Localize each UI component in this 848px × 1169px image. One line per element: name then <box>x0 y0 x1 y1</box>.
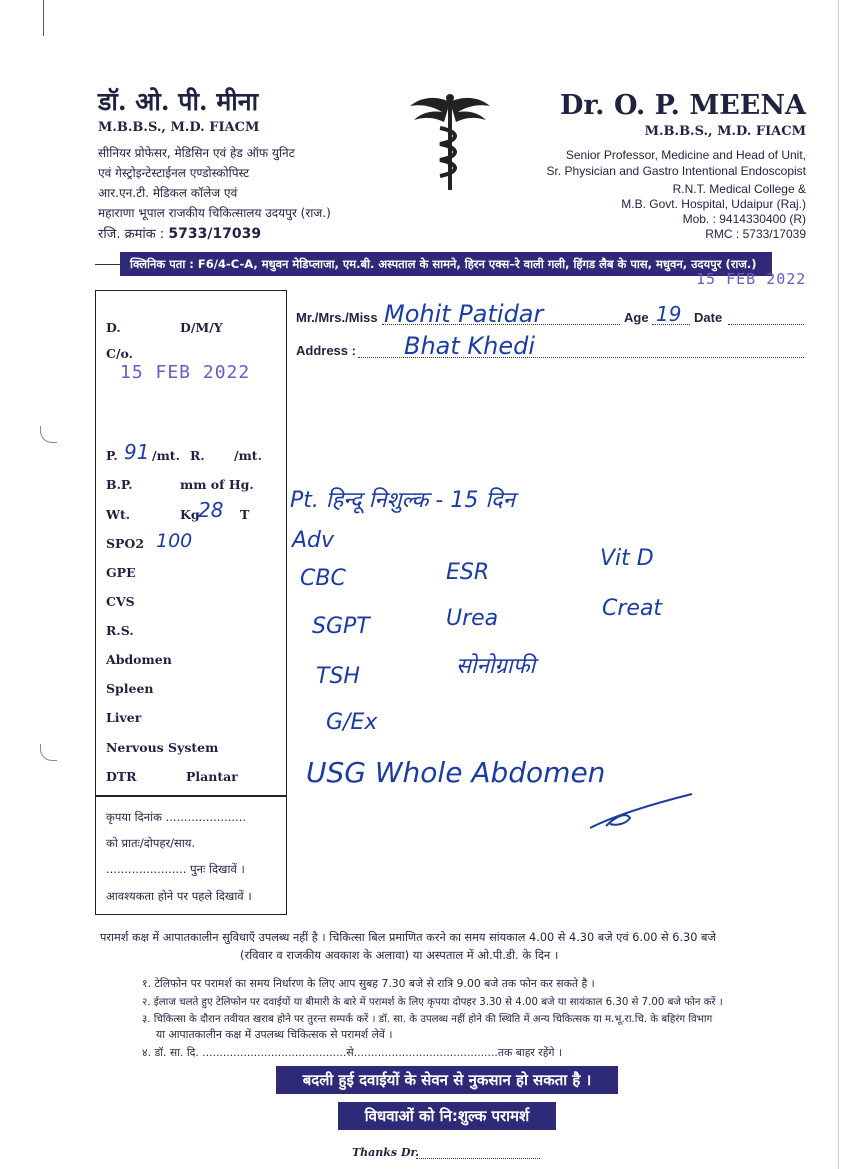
date-label: Date <box>694 310 723 325</box>
designation-hindi-4: महाराणा भूपाल राजकीय चिकित्सालय उदयपुर (राज.) <box>98 206 331 220</box>
punch-mark-top <box>40 426 57 443</box>
patient-age: 19 <box>656 302 682 326</box>
rx-creat: Creat <box>602 596 663 621</box>
d-label: D. <box>106 320 121 335</box>
thanks-line <box>416 1158 540 1159</box>
plantar-label: Plantar <box>186 769 238 784</box>
instruction-1: १. टेलिफोन पर परामर्श का समय निर्धारण के लिए आप सुबह 7.30 बजे से रात्रि 9.00 बजे तक फोन कर सकते है । <box>142 977 595 990</box>
registration-hindi <box>98 224 261 242</box>
right-edge-line <box>838 0 839 1169</box>
wt-unit: Kg <box>180 507 200 522</box>
patient-name: Mohit Patidar <box>384 300 544 328</box>
designation-hindi-2: एवं गेस्ट्रोइन्टेस्टाईनल एण्डोस्कोपिस्ट <box>98 166 250 180</box>
notice-line-1: परामर्श कक्ष में आपातकालीन सुविधाएँ उपलब्ध नहीं है । चिकित्सा बिल प्रमाणित करने का समय सांयकाल 4.00 से 4.30 बजे एवं 6.00 से 6.30 बजे <box>100 931 716 944</box>
instruction-4: ४. डॉ. सा. दि. ..........................................से..........................................तक बाहर रहेंगे । <box>142 1046 563 1059</box>
rx-usg-whole-abdomen: USG Whole Abdomen <box>306 756 606 789</box>
followup-line-2: को प्रातः/दोपहर/साय. <box>106 836 196 850</box>
exam-abdomen: Abdomen <box>106 652 172 667</box>
pulse-unit: /mt. <box>152 448 180 463</box>
wt-label: Wt. <box>106 507 131 522</box>
designation-hindi-1: सीनियर प्रोफेसर, मेडिसिन एवं हेड ऑफ युनिट <box>98 146 295 160</box>
exam-cvs: CVS <box>106 594 135 609</box>
rx-sgpt: SGPT <box>312 614 370 639</box>
caduceus-icon <box>408 92 492 192</box>
spo2-value: 100 <box>156 530 193 552</box>
address-label: Address : <box>296 343 356 358</box>
exam-nervous-system: Nervous System <box>106 740 219 755</box>
mobile-number: Mob. : 9414330400 (R) <box>682 212 806 226</box>
designation-english-4: M.B. Govt. Hospital, Udaipur (Raj.) <box>621 197 806 211</box>
rx-tsh: TSH <box>316 664 360 689</box>
rmc-number: RMC : 5733/17039 <box>705 227 806 241</box>
left-margin-line <box>43 0 44 36</box>
band-rule-left <box>95 264 120 265</box>
widow-free-banner: विधवाओं को नि:शुल्क परामर्श <box>338 1102 556 1130</box>
notice-line-2: (रविवार व राजकीय अवकाश के अलावा) या अस्पताल में ओ.पी.डी. के दिन । <box>240 948 559 962</box>
thanks-label: Thanks Dr. <box>352 1146 420 1159</box>
followup-line-1: कृपया दिनांक ...................... <box>106 810 247 824</box>
clinic-address: क्लिनिक पता : F6/4-C-A, मधुवन मेडिप्लाजा, एम.बी. अस्पताल के सामने, हिरन एक्स–रे वाली गली, हिंगड लैब के पास, मधुवन, उदयपुर (राज.) <box>120 252 772 276</box>
followup-line-4: आवश्यकता होने पर पहले दिखावें । <box>106 889 252 903</box>
designation-english-1: Senior Professor, Medicine and Head of Unit, <box>565 148 806 162</box>
bp-label: B.P. <box>106 477 133 492</box>
co-label: C/o. <box>106 346 133 361</box>
date-line <box>728 324 804 325</box>
patient-address: Bhat Khedi <box>404 332 536 360</box>
rx-line-1: Pt. हिन्दू निशुल्क - 15 दिन <box>290 488 515 513</box>
exam-spleen: Spleen <box>106 681 154 696</box>
designation-english-2: Sr. Physician and Gastro Intentional Endoscopist <box>546 164 806 178</box>
exam-rs: R.S. <box>106 623 134 638</box>
temp-label: T <box>240 507 250 522</box>
bp-unit: mm of Hg. <box>180 477 254 492</box>
rx-esr: ESR <box>446 560 490 585</box>
pulse-label: P. <box>106 448 118 463</box>
wt-value: 28 <box>198 498 224 522</box>
dmy-label: D/M/Y <box>180 320 223 335</box>
pulse-value: 91 <box>124 440 150 464</box>
exam-liver: Liver <box>106 710 142 725</box>
doctor-name-english: Dr. O. P. MEENA <box>559 90 806 121</box>
spo2-label: SPO2 <box>106 536 145 551</box>
date-stamp-top: 15 FEB 2022 <box>696 270 807 288</box>
punch-mark-bottom <box>40 744 57 761</box>
resp-label: R. <box>190 448 205 463</box>
box-divider <box>95 795 287 797</box>
instruction-2: २. ईलाज चलते हुए टेलिफोन पर दवाईयों या बीमारी के बारे में परामर्श के लिए कृपया दोपहर 3.30 से 4.00 बजे या सायंकाल 6.30 से 7.00 बजे फोन करें । <box>142 997 723 1008</box>
doctor-signature-icon <box>586 790 696 834</box>
rx-advice: Adv <box>292 528 335 553</box>
registration-label: रजि. क्रमांक : <box>98 227 165 242</box>
age-label: Age <box>624 310 649 325</box>
rx-gex: G/Ex <box>326 710 378 735</box>
designation-english-3: R.N.T. Medical College & <box>672 182 806 196</box>
date-stamp: 15 FEB 2022 <box>120 362 251 383</box>
rx-cbc: CBC <box>300 566 346 591</box>
instruction-3a: ३. चिकित्सा के दौरान तवीयत खराब होने पर तुरन्त सम्पर्क करें । डॉ. सा. के उपलब्ध नहीं होने की स्थिति में अन्य चिकित्सक या म.भू.रा.चि. के बहिरंग विभाग <box>142 1014 713 1025</box>
rx-urea: Urea <box>446 606 499 631</box>
exam-gpe: GPE <box>106 565 136 580</box>
doctor-name-hindi: डॉ. ओ. पी. मीना <box>98 87 259 116</box>
degree-hindi-side: M.B.B.S., M.D. FIACM <box>98 120 260 135</box>
rx-sonography: सोनोग्राफी <box>456 654 536 679</box>
rx-vit-d: Vit D <box>600 546 654 571</box>
warning-banner: बदली हुई दवाईयों के सेवन से नुकसान हो सकता है । <box>276 1066 618 1094</box>
registration-number: 5733/17039 <box>168 226 262 242</box>
instruction-3b: या आपातकालीन कक्ष में उपलब्ध चिकित्सक से परामर्श लेवें । <box>156 1028 393 1041</box>
resp-unit: /mt. <box>234 448 262 463</box>
followup-line-3: ...................... पुनः दिखावें । <box>106 862 245 876</box>
name-label: Mr./Mrs./Miss <box>296 310 378 325</box>
dtr-label: DTR <box>106 769 137 784</box>
designation-hindi-3: आर.एन.टी. मेडिकल कॉलेज एवं <box>98 186 238 200</box>
degree-english: M.B.B.S., M.D. FIACM <box>644 124 806 139</box>
